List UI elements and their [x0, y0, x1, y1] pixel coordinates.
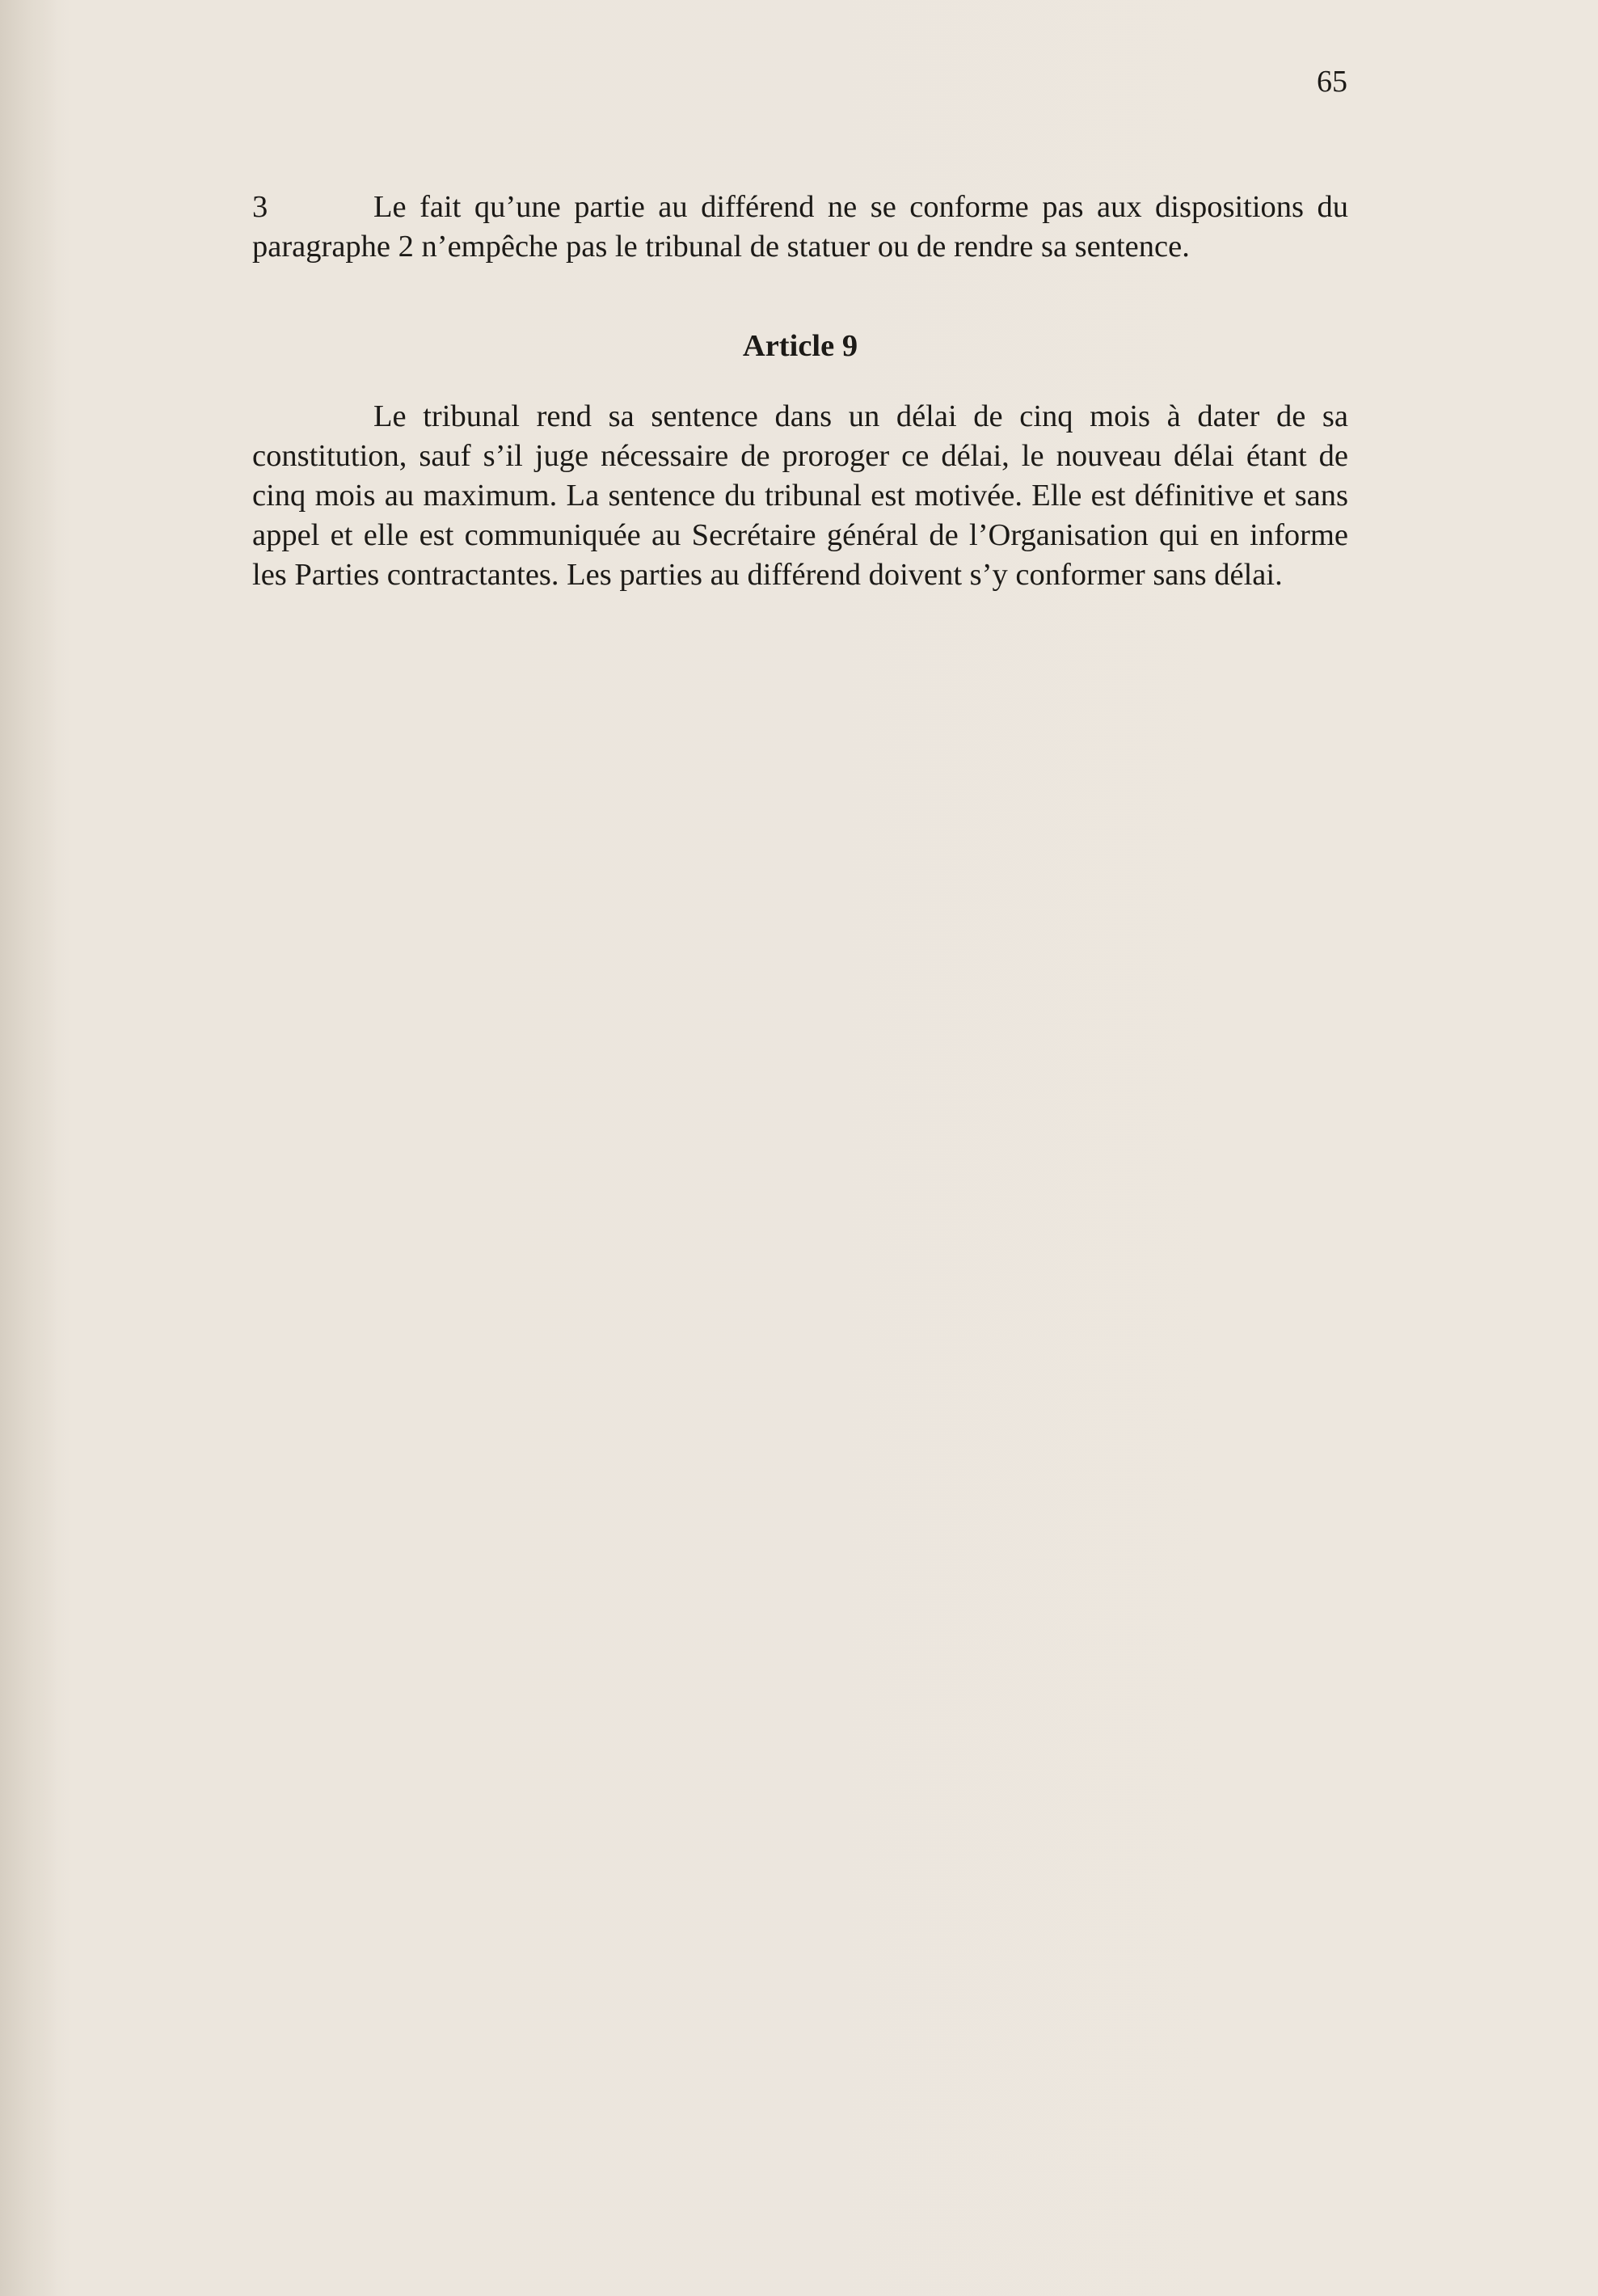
paragraph-3-text: Le fait qu’une partie au différend ne se conforme pas aux dispositions du paragraphe 2 n’empêche pas le tribunal de statuer ou de rendre sa sentence.	[252, 190, 1348, 264]
article-9-text: Le tribunal rend sa sentence dans un délai de cinq mois à dater de sa constitution, sauf s’il juge nécessaire de proroger ce délai, le nouveau délai étant de cinq mois au maximum. La sentence du tribunal est motivée. Elle est définitive et sans appel et elle est communiquée au Secrétaire général de l’Organisation qui en informe les Parties contractantes. Les parties au différend doivent s’y conformer sans délai.	[252, 399, 1348, 592]
page-content	[252, 188, 1348, 595]
article-heading: Article 9	[742, 329, 858, 363]
paragraph-3	[252, 188, 1348, 267]
page-number: 65	[1317, 65, 1347, 99]
paragraph-number: 3	[252, 190, 268, 224]
binding-shadow	[0, 0, 57, 2296]
